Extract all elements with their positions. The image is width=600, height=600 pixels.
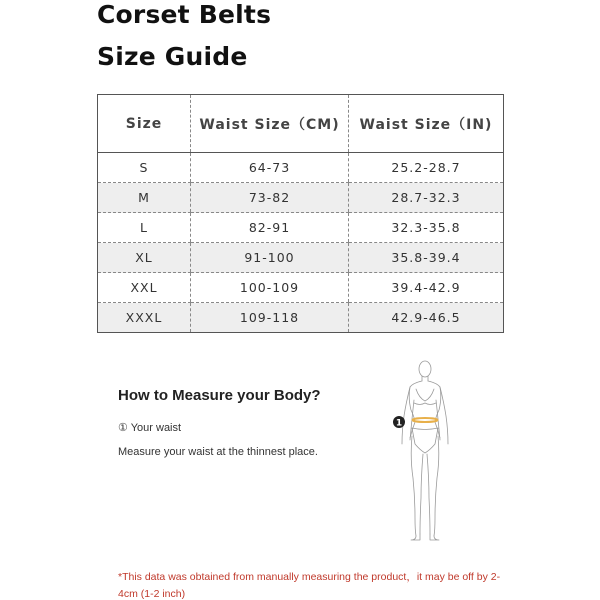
waist-marker-number: 1 <box>395 418 403 429</box>
cell-waist-cm: 73-82 <box>191 183 349 213</box>
cell-size: XL <box>98 243 191 273</box>
table-row <box>98 183 504 213</box>
measure-heading: How to Measure your Body? <box>118 387 321 404</box>
cell-size: XXXL <box>98 303 191 333</box>
measure-step-label: ① Your waist <box>118 422 182 434</box>
cell-waist-in: 28.7-32.3 <box>349 183 504 213</box>
cell-size: XXL <box>98 273 191 303</box>
table-row <box>98 243 504 273</box>
cell-waist-in: 42.9-46.5 <box>349 303 504 333</box>
cell-size: L <box>98 213 191 243</box>
cell-waist-in: 39.4-42.9 <box>349 273 504 303</box>
table-row <box>98 213 504 243</box>
cell-waist-cm: 100-109 <box>191 273 349 303</box>
table-header-row <box>98 95 504 153</box>
cell-waist-cm: 64-73 <box>191 153 349 183</box>
cell-size: M <box>98 183 191 213</box>
cell-waist-in: 32.3-35.8 <box>349 213 504 243</box>
waist-line <box>413 418 438 422</box>
size-table <box>97 94 504 333</box>
header-waist-in: Waist Size（IN) <box>349 95 504 153</box>
cell-waist-cm: 109-118 <box>191 303 349 333</box>
page-title: Corset Belts <box>97 0 272 29</box>
page-subtitle: Size Guide <box>97 42 248 71</box>
table-row <box>98 303 504 333</box>
disclaimer-note: *This data was obtained from manually measuring the product，it may be off by 2-4cm (1-2 inch) <box>118 571 501 600</box>
cell-waist-cm: 91-100 <box>191 243 349 273</box>
table-row <box>98 153 504 183</box>
table-row <box>98 273 504 303</box>
measure-description: Measure your waist at the thinnest place. <box>118 446 318 458</box>
cell-waist-in: 35.8-39.4 <box>349 243 504 273</box>
header-waist-cm: Waist Size（CM) <box>191 95 349 153</box>
cell-waist-in: 25.2-28.7 <box>349 153 504 183</box>
header-size: Size <box>98 95 191 153</box>
cell-waist-cm: 82-91 <box>191 213 349 243</box>
cell-size: S <box>98 153 191 183</box>
body-figure-illustration <box>385 358 465 543</box>
